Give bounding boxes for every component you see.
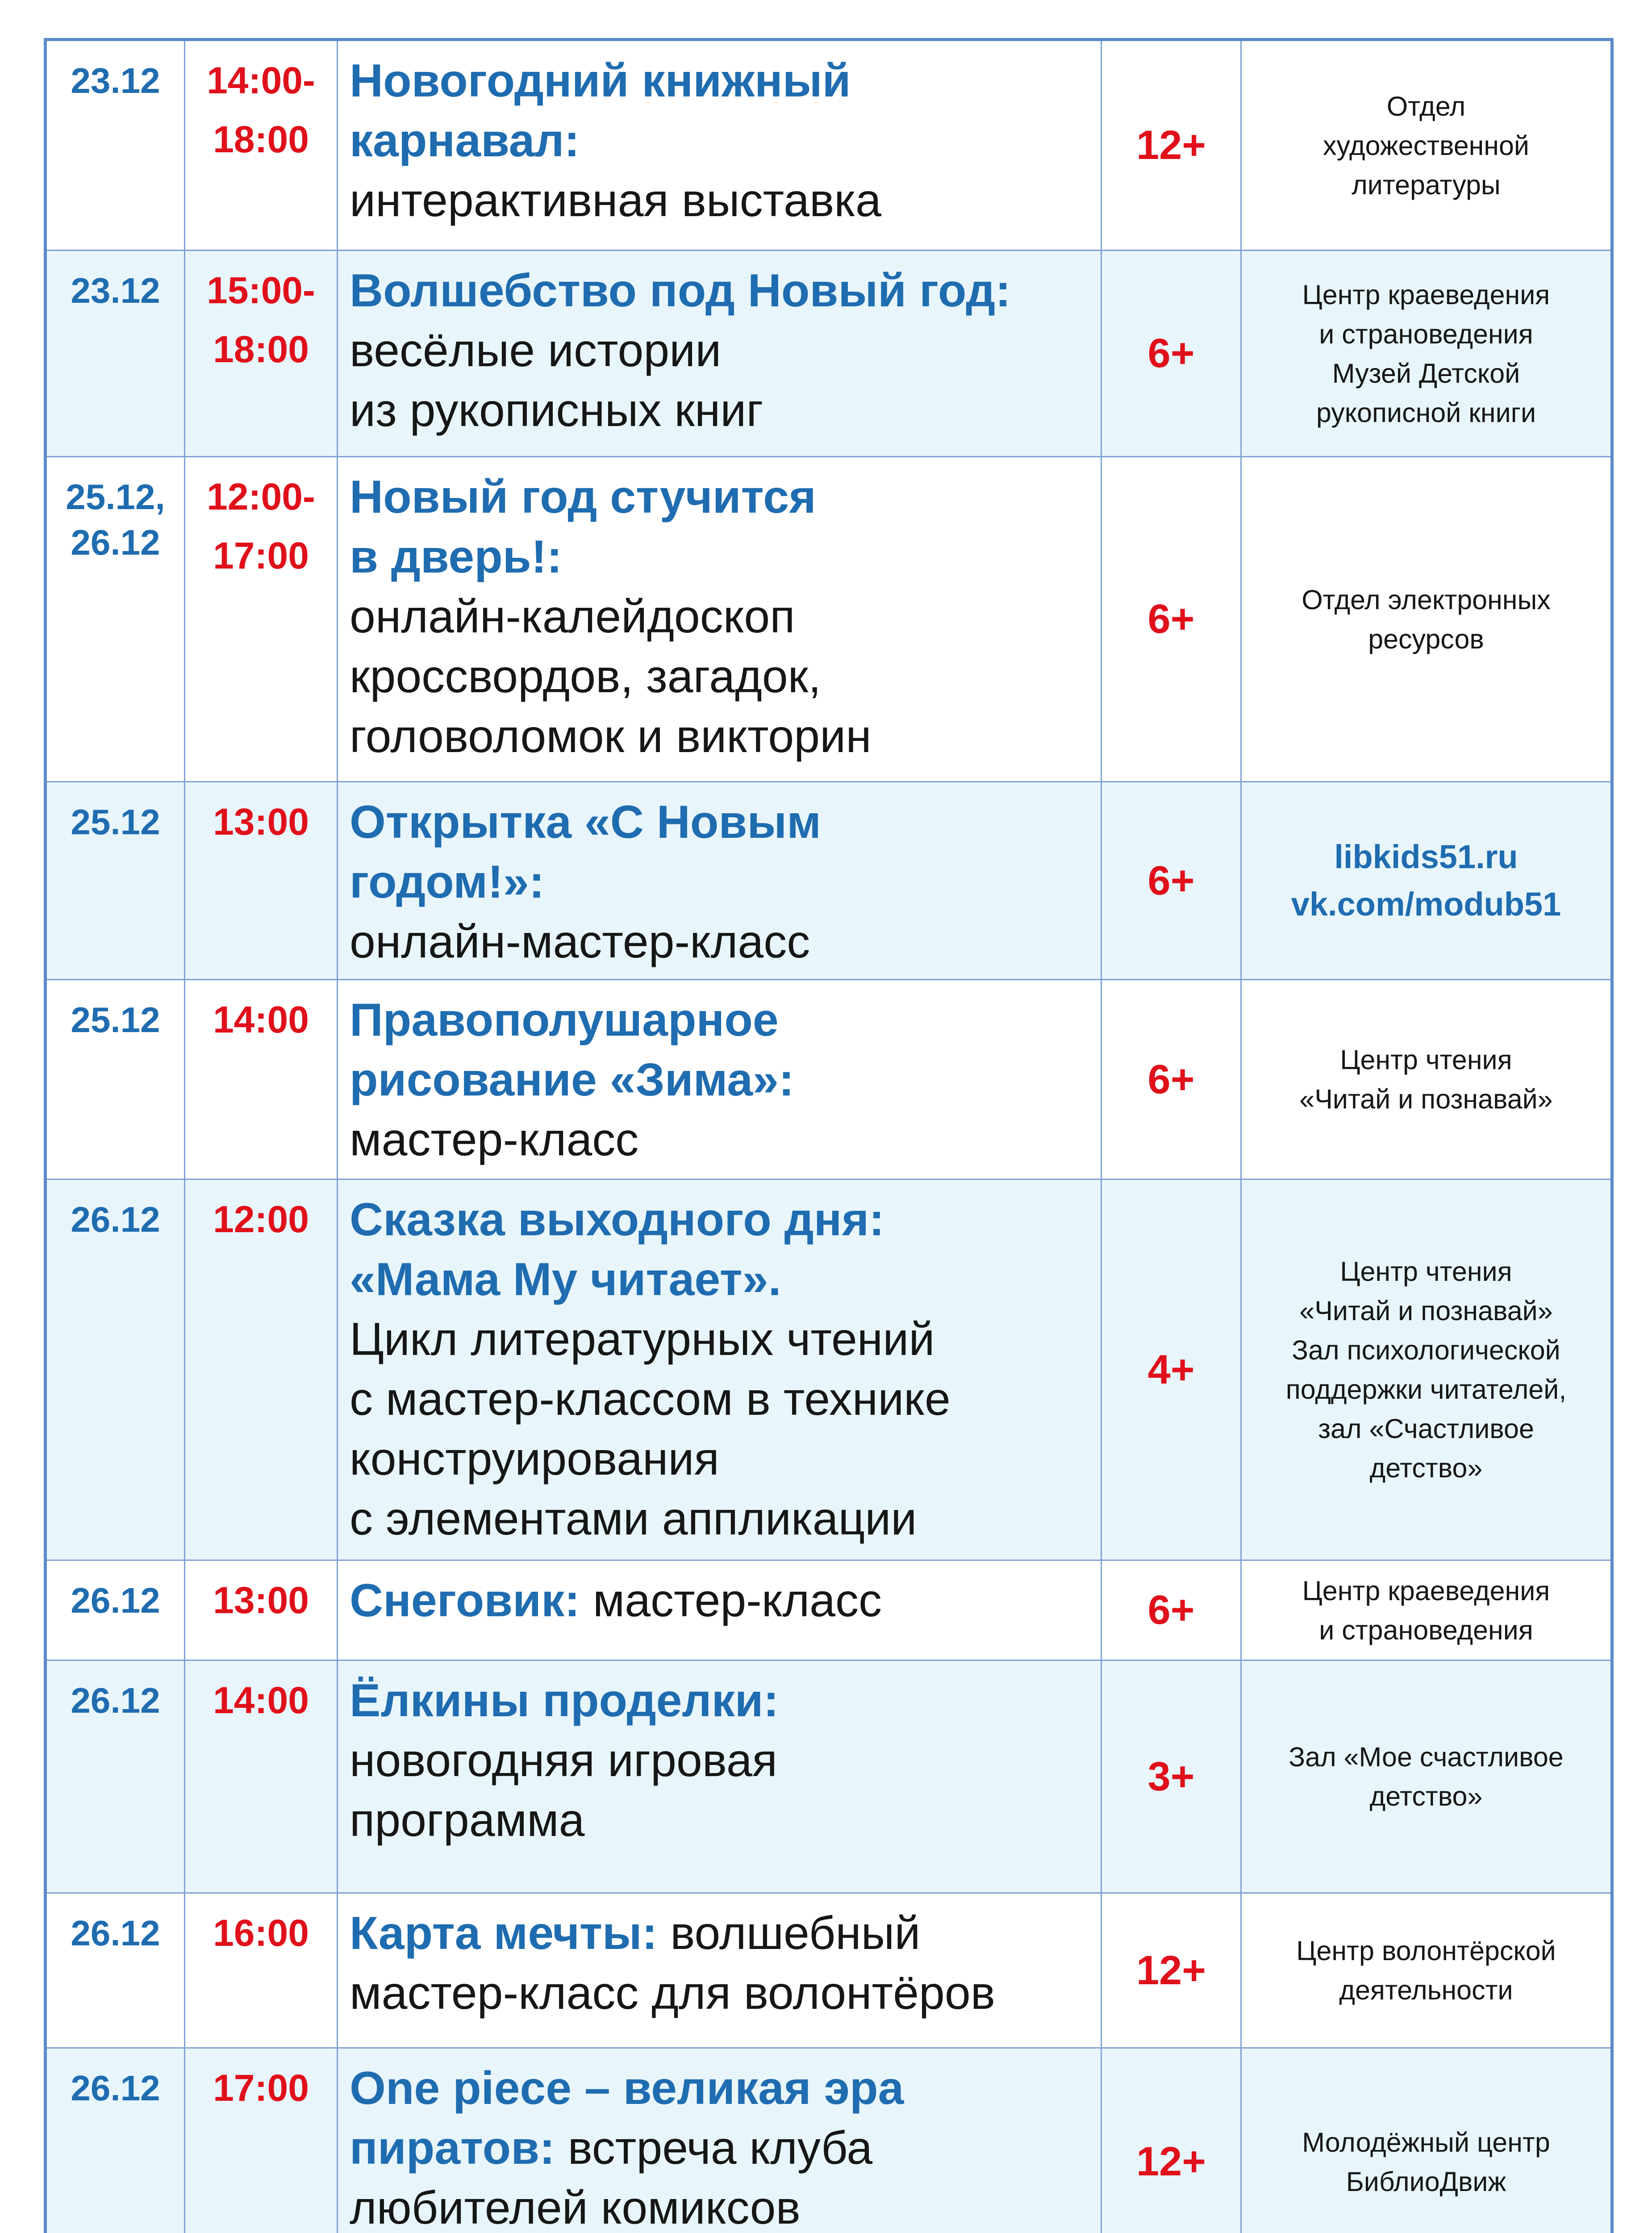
event-location-line: Зал «Мое счастливое [1289, 1742, 1564, 1772]
event-title-line [350, 912, 1094, 972]
event-location-line: детство» [1369, 1453, 1483, 1483]
event-title-highlight: Новогодний книжный [350, 55, 851, 107]
event-title [338, 980, 1101, 1179]
event-date [46, 40, 185, 251]
event-date-line: 23.12 [71, 61, 160, 100]
event-time [185, 40, 338, 251]
event-location-line: Музей Детской [1332, 358, 1520, 389]
event-title-highlight: пиратов: [350, 2122, 555, 2174]
event-title-line [350, 51, 1094, 111]
event-location-line: Центр чтения [1340, 1045, 1512, 1075]
event-location-link[interactable]: vk.com/modub51 [1291, 886, 1561, 923]
event-location [1241, 782, 1612, 980]
event-date-line: 25.12 [71, 802, 160, 842]
event-location [1241, 1893, 1612, 2048]
event-title-line [350, 321, 1094, 381]
event-location [1241, 251, 1612, 457]
event-row [46, 1660, 1612, 1893]
event-age-rating: 3+ [1101, 1660, 1241, 1893]
event-title-line [350, 261, 1094, 321]
event-location-line: Отдел электронных [1302, 584, 1551, 615]
event-date-line: 26.12 [71, 1913, 160, 1953]
event-title-text: мастер-класс для волонтёров [350, 1967, 995, 2019]
event-title-highlight: рисование «Зима»: [350, 1054, 794, 1106]
event-age-rating: 6+ [1101, 782, 1241, 980]
event-title [338, 1893, 1101, 2048]
event-time-line: 17:00 [213, 2067, 309, 2109]
event-location [1241, 1660, 1612, 1893]
event-date [46, 1560, 185, 1660]
event-title [338, 457, 1101, 782]
event-location-line: Центр краеведения [1302, 279, 1550, 310]
event-date [46, 2048, 185, 2233]
event-date [46, 1660, 185, 1893]
event-title-line [350, 1110, 1094, 1170]
event-location-line: и страноведения [1319, 318, 1533, 349]
event-title-line [350, 467, 1094, 527]
event-location-line: Центр чтения [1340, 1256, 1512, 1287]
event-title-line [350, 707, 1094, 766]
event-title-highlight: Карта мечты: [350, 1907, 658, 1959]
event-row [46, 40, 1612, 251]
event-title-text: кроссвордов, загадок, [350, 651, 822, 703]
event-location-line: Отдел [1386, 91, 1466, 121]
event-location [1241, 980, 1612, 1179]
event-date [46, 1893, 185, 2048]
event-row [46, 980, 1612, 1179]
event-time-line: 14:00 [213, 999, 309, 1041]
event-title-highlight: One piece – великая эра [350, 2062, 904, 2114]
event-title-text: программа [350, 1794, 585, 1846]
event-title-line [350, 1790, 1094, 1850]
event-time [185, 2048, 338, 2233]
event-date-line: 26.12 [71, 1200, 160, 1239]
event-title-line [350, 1571, 1094, 1631]
event-title-text: с элементами аппликации [350, 1493, 917, 1545]
event-title-line [350, 852, 1094, 912]
event-date-line: 26.12 [71, 1681, 160, 1720]
event-location [1241, 40, 1612, 251]
event-title-text: интерактивная выставка [350, 175, 881, 226]
event-location [1241, 1179, 1612, 1560]
event-time [185, 1893, 338, 2048]
event-location-line: зал «Счастливое [1318, 1413, 1534, 1444]
event-time [185, 980, 338, 1179]
event-title-highlight: Сказка выходного дня: [350, 1194, 884, 1246]
event-title-text: Цикл литературных чтений [350, 1313, 935, 1365]
event-location-line: Центр краеведения [1302, 1575, 1550, 1606]
event-time-line: 14:00 [213, 1679, 309, 1721]
event-title-line [350, 527, 1094, 587]
event-title-highlight: «Мама Му читает». [350, 1254, 781, 1305]
event-title-line [350, 1050, 1094, 1110]
event-title-text: онлайн-калейдоскоп [350, 591, 795, 643]
event-date-line: 25.12 [71, 1000, 160, 1040]
event-location [1241, 2048, 1612, 2233]
event-title-highlight: Правополушарное [350, 994, 779, 1046]
event-location-link[interactable]: libkids51.ru [1334, 838, 1518, 875]
events-table-body [46, 40, 1612, 2233]
event-location-line: БиблиоДвиж [1346, 2166, 1506, 2197]
event-location-line: литературы [1352, 169, 1501, 200]
event-age-rating: 6+ [1101, 1560, 1241, 1660]
event-time [185, 457, 338, 782]
event-time-line: 12:00- [207, 476, 315, 518]
event-title-line [350, 1903, 1094, 1963]
event-age-rating: 12+ [1101, 2048, 1241, 2233]
event-location-line: рукописной книги [1316, 397, 1536, 428]
event-time-line: 17:00 [213, 535, 309, 577]
event-time [185, 1560, 338, 1660]
event-title-highlight: Волшебство под Новый год: [350, 265, 1011, 317]
event-title-highlight: карнавал: [350, 115, 580, 167]
event-title-line [350, 1489, 1094, 1549]
event-age-rating: 4+ [1101, 1179, 1241, 1560]
event-date-line: 26.12 [71, 1581, 160, 1620]
event-time-line: 14:00- [207, 59, 315, 101]
event-title-text: встреча клуба [555, 2122, 873, 2174]
schedule [44, 38, 1610, 2233]
event-location [1241, 1560, 1612, 1660]
event-title-line [350, 111, 1094, 171]
event-title-text: из рукописных книг [350, 385, 763, 436]
event-time [185, 782, 338, 980]
event-row [46, 782, 1612, 980]
event-title [338, 1660, 1101, 1893]
event-location-line: деятельности [1339, 1975, 1513, 2005]
event-title [338, 1179, 1101, 1560]
event-row [46, 1560, 1612, 1660]
event-title-text: волшебный [657, 1907, 921, 1959]
event-location [1241, 457, 1612, 782]
event-title-line [350, 2118, 1094, 2178]
event-title-line [350, 1671, 1094, 1731]
event-title-highlight: годом!»: [350, 856, 545, 908]
event-row [46, 251, 1612, 457]
event-title-text: конструирования [350, 1433, 719, 1485]
event-time-line: 13:00 [213, 1579, 309, 1621]
event-row [46, 2048, 1612, 2233]
event-title-line [350, 587, 1094, 647]
event-title [338, 40, 1101, 251]
event-title-line [350, 171, 1094, 230]
event-title-line [350, 1250, 1094, 1309]
event-time [185, 1179, 338, 1560]
event-time-line: 15:00- [207, 269, 315, 311]
event-location-line: Центр волонтёрской [1296, 1936, 1556, 1966]
event-location-line: Молодёжный центр [1302, 2127, 1550, 2158]
event-time-line: 18:00 [213, 118, 309, 160]
event-date-line: 23.12 [71, 271, 160, 310]
event-title-line [350, 1429, 1094, 1489]
event-date [46, 782, 185, 980]
event-time-line: 16:00 [213, 1912, 309, 1954]
event-date [46, 1179, 185, 1560]
event-location-line: «Читай и познавай» [1299, 1084, 1553, 1114]
event-time [185, 251, 338, 457]
event-title-highlight: Новый год стучится [350, 471, 816, 523]
event-location-line: детство» [1369, 1781, 1483, 1811]
event-date-line: 26.12 [71, 523, 160, 562]
event-location-line: художественной [1323, 130, 1529, 161]
event-location-line: поддержки читателей, [1285, 1374, 1567, 1405]
event-row [46, 1893, 1612, 2048]
event-age-rating: 6+ [1101, 251, 1241, 457]
event-title-text: любителей комиксов [350, 2182, 801, 2233]
event-date-line: 26.12 [71, 2068, 160, 2108]
event-row [46, 457, 1612, 782]
event-age-rating: 12+ [1101, 1893, 1241, 2048]
event-time-line: 12:00 [213, 1198, 309, 1240]
event-title-line [350, 1369, 1094, 1429]
event-title-line [350, 381, 1094, 440]
event-title-line [350, 990, 1094, 1050]
event-date [46, 980, 185, 1179]
event-title-line [350, 2178, 1094, 2233]
event-title-line [350, 2058, 1094, 2118]
event-location-line: и страноведения [1319, 1614, 1533, 1645]
event-title-highlight: Открытка «С Новым [350, 796, 822, 848]
event-location-line: ресурсов [1368, 623, 1484, 654]
event-title [338, 251, 1101, 457]
event-title-highlight: Снеговик: [350, 1575, 580, 1627]
event-title-line [350, 792, 1094, 852]
event-title [338, 2048, 1101, 2233]
event-time [185, 1660, 338, 1893]
events-table [44, 38, 1614, 2233]
event-row [46, 1179, 1612, 1560]
event-location-line: «Читай и познавай» [1299, 1296, 1553, 1326]
event-title-line [350, 1963, 1094, 2023]
event-title-highlight: Ёлкины проделки: [350, 1675, 779, 1727]
event-title-line [350, 1190, 1094, 1250]
event-title-text: мастер-класс [350, 1114, 639, 1166]
event-date [46, 251, 185, 457]
event-title-text: с мастер-классом в технике [350, 1373, 951, 1425]
event-location-line: Зал психологической [1292, 1335, 1560, 1365]
event-date-line: 25.12, [66, 477, 165, 517]
event-title-text: весёлые истории [350, 325, 722, 376]
event-age-rating: 6+ [1101, 457, 1241, 782]
event-title-text: головоломок и викторин [350, 711, 872, 762]
event-title-line [350, 647, 1094, 707]
event-title-line [350, 1309, 1094, 1369]
event-title-text: новогодняя игровая [350, 1735, 777, 1786]
event-time-line: 13:00 [213, 801, 309, 843]
event-title [338, 782, 1101, 980]
event-age-rating: 12+ [1101, 40, 1241, 251]
event-title [338, 1560, 1101, 1660]
event-date [46, 457, 185, 782]
event-age-rating: 6+ [1101, 980, 1241, 1179]
event-title-highlight: в дверь!: [350, 531, 562, 583]
event-title-text: мастер-класс [580, 1575, 882, 1627]
event-title-text: онлайн-мастер-класс [350, 916, 810, 968]
event-title-line [350, 1731, 1094, 1790]
event-time-line: 18:00 [213, 328, 309, 370]
